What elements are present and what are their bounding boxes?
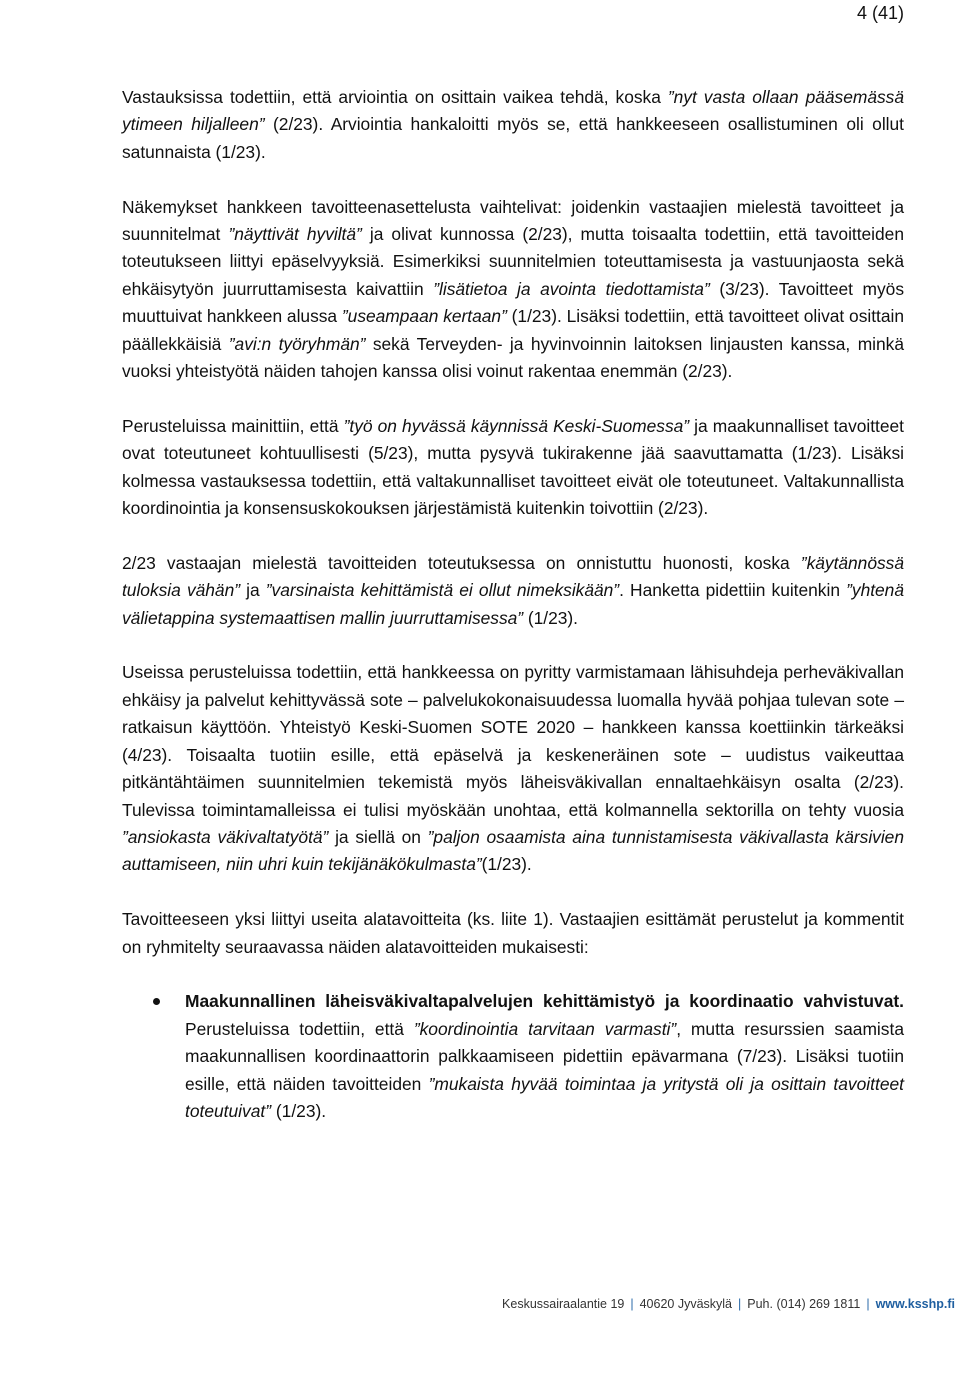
text-run: Perusteluissa mainittiin, että [122,415,344,436]
text-run: (1/23). Lisäksi todettiin, että tavoitteet olivat osittain päällekkäisiä [122,306,904,354]
text-run: (1/23). [271,1100,327,1121]
text-run: ja olivat kunnossa (2/23), mutta toisaalta todettiin, että tavoitteiden toteutukseen liittyi epäselvyyksiä. Esimerkiksi suunnitelmien toteuttamisesta ja vastuunjaosta sekä ehkäisytyön juurruttamisesta kaivattiin [122,224,904,299]
text-run: Vastauksissa todettiin, että arviointia on osittain vaikea tehdä, koska [122,87,668,107]
bold-text: Maakunnallinen läheisväkivaltapalvelujen kehittämistyö ja koordinaatio vahvistuvat. [185,991,904,1012]
text-run: (3/23). Tavoitteet myös muuttuivat hankkeen alussa [122,278,905,327]
footer-address: Keskussairaalantie 19 [502,1297,625,1311]
bullet-dot-icon [153,998,160,1005]
bullet-list [122,988,904,1125]
text-run: Useissa perusteluissa todettiin, että hankkeessa on pyritty varmistamaan lähisuhdeja perheväkivallan ehkäisy ja palvelut kehittyvässä sote – palvelukokonaisuudessa luomalla hyvää pohjaa tulevan sote – ratkaisun käyttöön. Yhteistyö Keski-Suomen SOTE 2020 – hankkeen kanssa koettiinkin tärkeäksi (4/23). Toisaalta tuotiin esille, että epäselvä ja keskeneräinen sote – uudistus vaikeuttaa pitkäntähtäimen suunnitelmien tekemistä myös läheisväkivallan ennaltaehkäisyn osalta (2/23). Tulevissa toimintamalleissa ei tulisi myöskään unohtaa, että kolmannella sektorilla on tehty vuosia [122,662,904,820]
text-run: ja [240,580,266,601]
quoted-text: ”ansiokasta väkivaltatyötä” [122,826,329,847]
footer-separator: | [866,1297,870,1311]
quoted-text: ”käytännössä tuloksia vähän” [122,552,904,601]
text-run: ja siellä on [328,826,428,847]
quoted-text: ”yhtenä välietappina systemaattisen mallin juurruttamisessa” [122,580,904,628]
quoted-text: ”koordinointia tarvitaan varmasti” [413,1018,677,1039]
quoted-text: ”useampaan kertaan” [341,306,507,327]
text-run: . Hanketta pidettiin kuitenkin [619,580,847,601]
text-run: Perusteluissa todettiin, että [185,1018,414,1039]
paragraphs [122,84,904,961]
paragraph [122,413,904,523]
text-run: (2/23). Arviointia hankaloitti myös se, että hankkeeseen osallistuminen oli ollut satunnaista (1/23). [122,114,904,162]
footer-postal: 40620 Jyväskylä [639,1297,733,1311]
paragraph [122,550,904,632]
quoted-text: ”varsinaista kehittämistä ei ollut nimeksikään” [265,580,620,601]
text-run: Tavoitteeseen yksi liittyi useita alatavoitteita (ks. liite 1). Vastaajien esittämät perustelut ja kommentit on ryhmitelty seuraavassa näiden alatavoitteiden mukaisesti: [122,909,904,957]
quoted-text: ”työ on hyvässä käynnissä Keski-Suomessa” [343,415,690,436]
document-body [122,84,904,1125]
text-run: (1/23). [481,854,532,875]
footer-phone: Puh. (014) 269 1811 [747,1297,861,1311]
text-run: Näkemykset hankkeen tavoitteenasettelusta vaihtelivat: joidenkin vastaajien mielestä tavoitteet ja suunnitelmat [122,196,904,245]
footer-separator: | [738,1297,742,1311]
footer-separator: | [630,1297,634,1311]
text-run: (1/23). [523,607,578,628]
text-run: 2/23 vastaajan mielestä tavoitteiden toteutuksessa on onnistuttu huonosti, koska [122,552,801,573]
footer-website-link[interactable]: www.ksshp.fi [875,1297,955,1311]
bullet-item [122,988,904,1125]
text-run: sekä Terveyden- ja hyvinvoinnin laitoksen linjausten kanssa, minkä vuoksi yhteistyötä näiden tahojen kanssa olisi voinut rakentaa enemmän (2/23). [122,333,904,382]
paragraph [122,84,904,166]
quoted-text: ”avi:n työryhmän” [228,333,366,354]
text-run: ja maakunnalliset tavoitteet ovat toteutuneet kohtuullisesti (5/23), mutta pysyvä tukirakenne jää saavuttamatta (1/23). Lisäksi kolmessa vastauksessa todettiin, että valtakunnalliset tavoitteet eivät ole toteutuneet. Valtakunnallista koordinointia ja konsensuskokouksen järjestämistä kuitenkin toivottiin (2/23). [122,415,904,519]
paragraph [122,906,904,961]
quoted-text: ”mukaista hyvää toimintaa ja yritystä oli ja osittain tavoitteet toteutuivat” [185,1073,905,1121]
quoted-text: ”paljon osaamista aina tunnistamisesta väkivallasta kärsivien auttamiseen, niin uhri kuin tekijänäkökulmasta” [122,826,904,875]
quoted-text: ”näyttivät hyviltä” [228,224,362,245]
footer [502,1296,955,1312]
quoted-text: ”nyt vasta ollaan pääsemässä ytimeen hiljalleen” [122,87,904,135]
paragraph [122,194,904,386]
quoted-text: ”lisätietoa ja avointa tiedottamista” [433,278,710,299]
page-number: 4 (41) [856,3,904,23]
paragraph [122,659,904,878]
text-run: , mutta resurssien saamista maakunnallisen koordinaattorin palkkaamiseen pidettiin epävarmana (7/23). Lisäksi tuotiin esille, että näiden tavoitteiden [185,1018,904,1094]
